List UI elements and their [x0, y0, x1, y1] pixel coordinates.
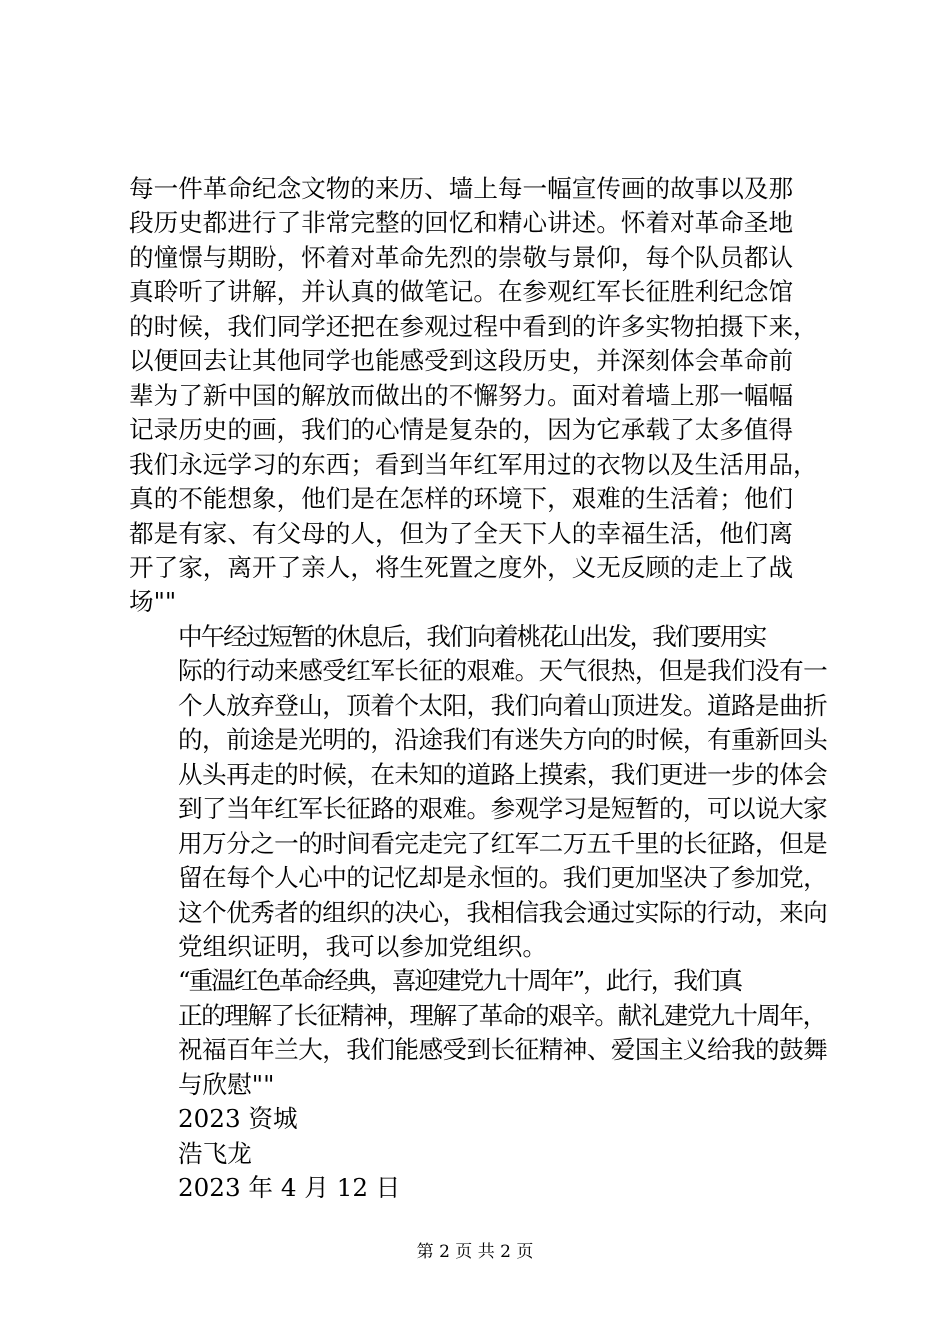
text-line: 中午经过短暂的休息后，我们向着桃花山出发，我们要用实 [178, 621, 766, 651]
text-line: 以便回去让其他同学也能感受到这段历史，并深刻体会革命前 [129, 346, 794, 376]
text-line: 际的行动来感受红军长征的艰难。天气很热，但是我们没有一 [178, 656, 828, 686]
text-line: 我们永远学习的东西；看到当年红军用过的衣物以及生活用品， [129, 449, 818, 479]
signature-author: 浩飞龙 [178, 1138, 252, 1168]
text-line: 个人放弃登山，顶着个太阳，我们向着山顶进发。道路是曲折 [178, 690, 828, 720]
text-line: 到了当年红军长征路的艰难。参观学习是短暂的，可以说大家 [178, 794, 828, 824]
text-line: 留在每个人心中的记忆却是永恒的。我们更加坚决了参加党， [178, 863, 828, 893]
text-line: 的憧憬与期盼，怀着对革命先烈的崇敬与景仰，每个队员都认 [129, 242, 794, 272]
document-body [129, 172, 829, 1206]
signature-line-1: 2023 资城 [178, 1104, 298, 1134]
text-line: “重温红色革命经典，喜迎建党九十周年”，此行，我们真 [178, 966, 742, 996]
text-line: 祝福百年兰大，我们能感受到长征精神、爱国主义给我的鼓舞 [178, 1035, 828, 1065]
text-line: 真聆听了讲解，并认真的做笔记。在参观红军长征胜利纪念馆 [129, 277, 794, 307]
paragraph-1 [129, 172, 829, 620]
text-line: 从头再走的时候，在未知的道路上摸索，我们更进一步的体会 [178, 759, 828, 789]
text-line: 辈为了新中国的解放而做出的不懈努力。面对着墙上那一幅幅 [129, 380, 794, 410]
text-line: 这个优秀者的组织的决心，我相信我会通过实际的行动，来向 [178, 897, 828, 927]
paragraph-2 [129, 620, 829, 965]
paragraph-3 [129, 964, 829, 1102]
paragraph-list [129, 172, 829, 1102]
text-line: 用万分之一的时间看完走完了红军二万五千里的长征路，但是 [178, 828, 828, 858]
text-line: 与欣慰"" [178, 1069, 275, 1099]
text-line: 正的理解了长征精神，理解了革命的艰辛。献礼建党九十周年， [178, 1000, 826, 1030]
text-line: 真的不能想象，他们是在怎样的环境下，艰难的生活着；他们 [129, 484, 794, 514]
page-footer: 第 2 页 共 2 页 [416, 1242, 534, 1262]
text-line: 的时候，我们同学还把在参观过程中看到的许多实物拍摄下来， [129, 311, 818, 341]
text-line: 段历史都进行了非常完整的回忆和精心讲述。怀着对革命圣地 [129, 208, 794, 238]
text-line: 党组织证明，我可以参加党组织。 [178, 931, 547, 961]
text-line: 场"" [129, 587, 177, 617]
text-line: 每一件革命纪念文物的来历、墙上每一幅宣传画的故事以及那 [129, 174, 794, 203]
text-line: 都是有家、有父母的人，但为了全天下人的幸福生活，他们离 [129, 518, 794, 548]
signature-date: 2023 年 4 月 12 日 [178, 1173, 401, 1203]
text-line: 记录历史的画，我们的心情是复杂的，因为它承载了太多值得 [129, 415, 794, 445]
text-line: 的，前途是光明的，沿途我们有迷失方向的时候，有重新回头 [178, 725, 828, 755]
text-line: 开了家，离开了亲人，将生死置之度外，义无反顾的走上了战 [129, 552, 794, 582]
